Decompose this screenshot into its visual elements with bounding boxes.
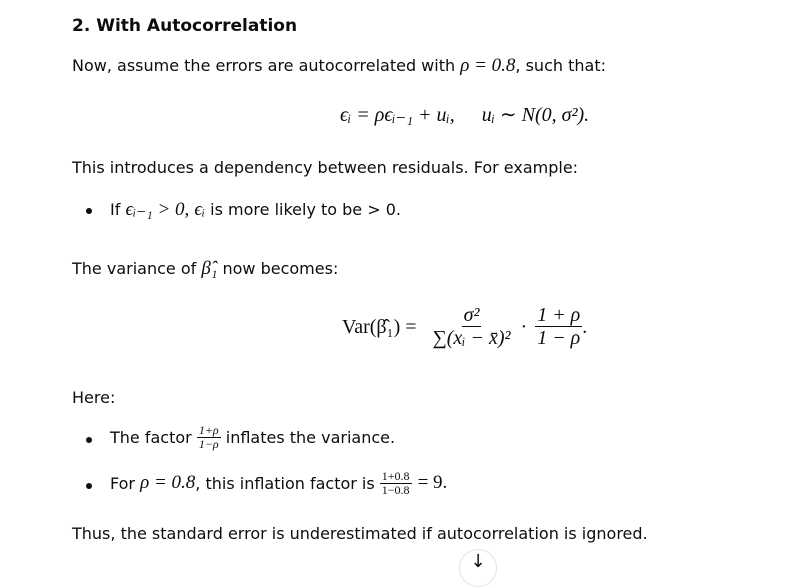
bullet-icon — [86, 483, 92, 489]
bullet-icon — [86, 208, 92, 214]
punctuation: . — [582, 315, 588, 338]
equation-lhs: Var(β̂₁) = — [342, 315, 417, 338]
math-rho: ρ = 0.8 — [460, 55, 516, 76]
paragraph-variance — [72, 259, 338, 280]
text: For — [110, 474, 141, 494]
numerator: σ² — [463, 304, 480, 326]
text: , this inflation factor is — [195, 474, 380, 494]
math-beta: β̂₁ — [201, 258, 218, 279]
section-heading: 2. With Autocorrelation — [72, 16, 298, 36]
equation-lhs: ϵᵢ = ρϵᵢ₋₁ + uᵢ, — [340, 104, 455, 126]
scroll-to-bottom-button[interactable] — [459, 549, 497, 587]
operator: · — [520, 315, 528, 338]
fraction — [535, 304, 582, 349]
bullet-icon — [86, 437, 92, 443]
numerator: 1 + ρ — [537, 304, 581, 326]
equation-variance — [342, 304, 587, 349]
text: , such that: — [515, 56, 606, 75]
list-item — [110, 200, 401, 221]
text: The variance of — [72, 259, 202, 278]
paragraph-intro — [72, 56, 606, 77]
text: now becomes: — [217, 259, 339, 278]
denominator: ∑(xᵢ − x̄)² — [432, 327, 511, 349]
arrow-down-icon: ↓ — [470, 551, 486, 572]
denominator: 1−ρ — [198, 437, 219, 452]
math: ϵᵢ₋₁ > 0, — [125, 199, 190, 220]
text: inflates the variance. — [220, 428, 396, 448]
equation-error-process — [340, 104, 589, 126]
text: is more likely to be > 0. — [205, 200, 401, 219]
math-result: = 9. — [417, 472, 448, 494]
text: If — [110, 200, 126, 219]
math: ϵᵢ — [194, 199, 206, 220]
equation-rhs: uᵢ ∼ N(0, σ²). — [481, 104, 590, 126]
paragraph-dependency: This introduces a dependency between residuals. For example: — [72, 158, 579, 177]
fraction — [431, 304, 513, 349]
paragraph-here: Here: — [72, 388, 116, 407]
denominator: 1 − ρ — [537, 327, 581, 349]
numerator: 1+0.8 — [381, 469, 410, 483]
text: The factor — [110, 428, 197, 448]
fraction — [380, 470, 412, 497]
list-item — [110, 470, 447, 497]
math-rho: ρ = 0.8 — [140, 472, 196, 494]
fraction — [197, 424, 221, 451]
paragraph-conclusion: Thus, the standard error is underestimated if autocorrelation is ignored. — [72, 524, 648, 543]
numerator: 1+ρ — [198, 423, 219, 437]
denominator: 1−0.8 — [381, 483, 410, 498]
list-item — [110, 424, 395, 451]
text: Now, assume the errors are autocorrelated with — [72, 56, 461, 75]
